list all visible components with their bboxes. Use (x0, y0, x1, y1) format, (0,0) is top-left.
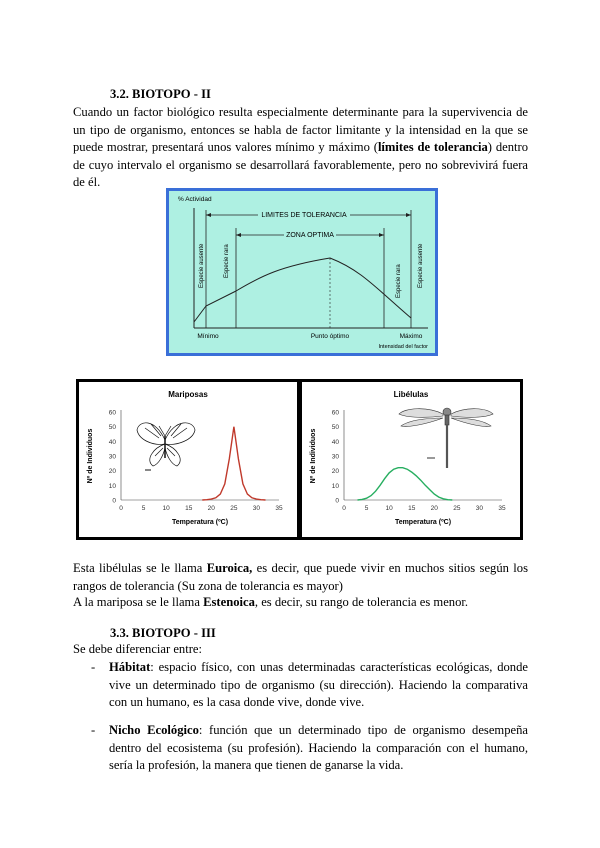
nicho-term: Nicho Ecológico (109, 723, 199, 737)
paragraph-euroica (73, 560, 528, 595)
x-tick-label: 20 (430, 505, 438, 512)
chart-xlabel: Temperatura (ºC) (171, 519, 229, 526)
label-minimo: Mínimo (197, 333, 219, 340)
para-text-b: ) dentro de cuyo intervalo el organismo se desarrollará favorablemente, pero no sobrevivirá fuera de él. (73, 140, 529, 189)
y-tick-label: 0 (112, 497, 116, 505)
series-line (202, 427, 265, 500)
label-optimo: Punto óptimo (310, 333, 350, 340)
section-heading-biotopo-ii: 3.2. BIOTOPO - II (110, 87, 211, 101)
y-tick-label: 50 (108, 424, 116, 432)
x-tick-label: 10 (385, 505, 393, 512)
bullet-habitat (109, 659, 528, 712)
x-tick-label: 25 (453, 505, 461, 512)
label-maximo: Máximo (399, 333, 423, 340)
y-tick-label: 40 (331, 438, 339, 446)
y-tick-label: 60 (331, 409, 339, 417)
x-tick-label: 20 (207, 505, 215, 512)
y-tick-label: 0 (335, 497, 339, 505)
nicho-text: : función que un determinado tipo de organismo desempeña dentro del ecosistema (su profesión). Haciendo la comparación con el humano, sería la profesión, la manera que tienen de ganarse la vida. (109, 723, 528, 772)
habitat-term: Hábitat (109, 660, 151, 674)
chart-title: Mariposas (168, 390, 208, 399)
x-tick-label: 15 (185, 505, 193, 512)
x-tick-label: 5 (141, 505, 146, 512)
chart-mariposas (79, 382, 297, 537)
chart-xlabel: Temperatura (ºC) (394, 519, 452, 526)
y-tick-label: 50 (331, 424, 339, 432)
paragraph-estenoica (73, 594, 528, 612)
dragonfly-icon (399, 408, 493, 468)
series-line (358, 468, 453, 500)
y-tick-label: 20 (331, 468, 339, 476)
y-tick-label: 30 (331, 453, 339, 461)
label-absent-right: Especie ausente (418, 243, 424, 288)
para-bold-limites: límites de tolerancia (377, 140, 488, 154)
y-tick-label: 60 (108, 409, 116, 417)
x-tick-label: 0 (119, 505, 123, 512)
x-tick-label: 35 (498, 505, 506, 512)
para-text-a: Cuando un factor biológico resulta especialmente determinante para la supervivencia de un tipo de organismo, entonces se habla de factor limitante y la intensidad en la que se puede mostrar, presentará unos valores mínimo y máximo ( (73, 105, 528, 154)
butterfly-icon (137, 423, 195, 470)
x-tick-label: 30 (252, 505, 261, 512)
paragraph-factor-limitante (73, 104, 528, 192)
euroica-text-b: es decir, que puede vivir en muchos sitios según los rangos de tolerancia (Su zona de tolerancia es mayor) (73, 561, 528, 593)
species-charts-panel (76, 379, 523, 540)
chart-title: Libélulas (393, 390, 429, 399)
y-tick-label: 20 (108, 468, 116, 476)
x-tick-label: 30 (475, 505, 484, 512)
estenoica-text-a: A la mariposa se le llama (73, 595, 204, 609)
diagram-xlabel: Intensidad del factor (378, 344, 428, 350)
y-tick-label: 40 (108, 438, 116, 446)
estenoica-text-b: , es decir, su rango de tolerancia es menor. (254, 595, 469, 609)
bullet-mark-habitat: - (91, 660, 96, 674)
x-tick-label: 0 (342, 505, 346, 512)
label-rare-left: Especie rara (224, 244, 230, 278)
euroica-text-a: Esta libélulas se le llama (73, 561, 207, 575)
x-tick-label: 15 (408, 505, 416, 512)
bullet-mark-nicho: - (91, 723, 96, 737)
habitat-text: : espacio físico, con unas determinadas características ecológicas, donde vive un determinado tipo de organismo (su dirección). Haciendo la comparativa con un humano, es la casa donde vive, donde vive. (109, 660, 528, 709)
label-absent-left: Especie ausente (199, 243, 205, 288)
euroica-term: Euroica, (206, 561, 253, 575)
chart-ylabel: Nº de Individuos (310, 428, 317, 484)
zone-label: ZONA OPTIMA (286, 232, 334, 239)
tolerance-diagram (166, 188, 438, 356)
limits-label: LIMITES DE TOLERANCIA (261, 212, 347, 219)
intro-diferenciar: Se debe diferenciar entre: (73, 642, 203, 656)
section-heading-biotopo-iii: 3.3. BIOTOPO - III (110, 626, 216, 640)
x-tick-label: 5 (364, 505, 369, 512)
chart-libelulas (302, 382, 520, 537)
y-tick-label: 30 (108, 453, 116, 461)
bullet-nicho (109, 722, 528, 775)
chart-ylabel: Nº de Individuos (87, 428, 94, 484)
label-rare-right: Especie rara (396, 264, 402, 298)
y-tick-label: 10 (331, 482, 339, 490)
diagram-ylabel: % Actividad (178, 196, 212, 203)
x-tick-label: 35 (275, 505, 283, 512)
x-tick-label: 25 (230, 505, 238, 512)
y-tick-label: 10 (108, 482, 116, 490)
estenoica-term: Estenoica (203, 595, 255, 609)
x-tick-label: 10 (162, 505, 170, 512)
